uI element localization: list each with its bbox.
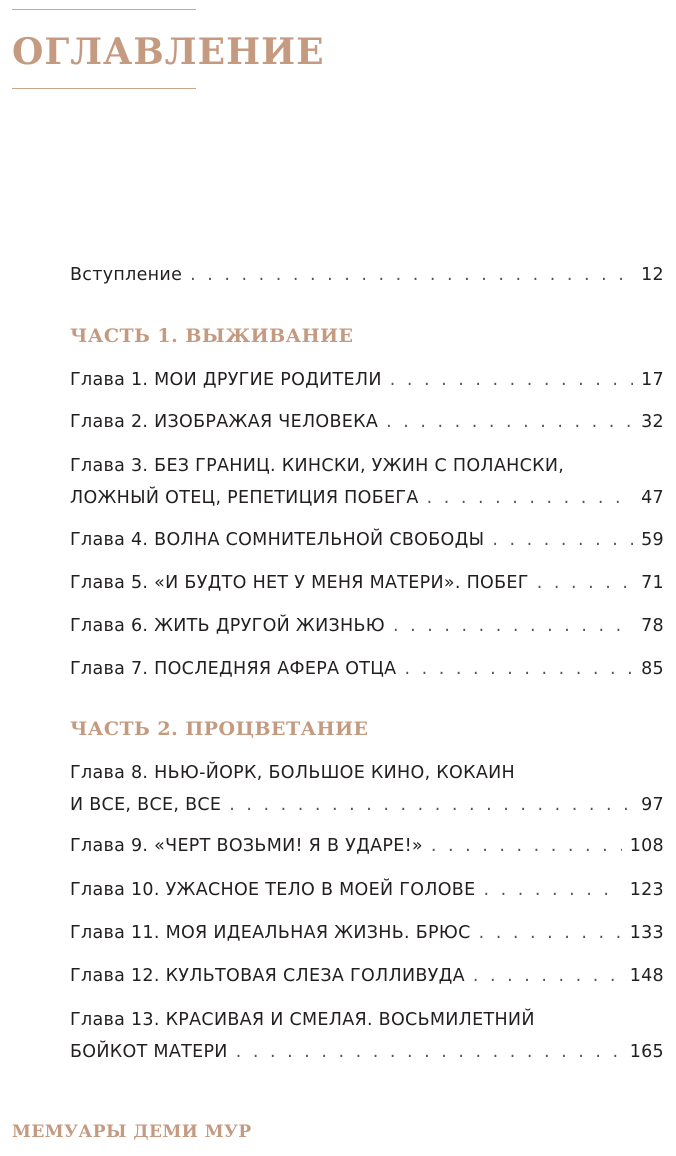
toc-entry-chapter-12[interactable]: [70, 960, 664, 992]
toc-entry-title: Глава 7. ПОСЛЕДНЯЯ АФЕРА ОТЦА: [70, 659, 397, 679]
toc-entry-chapter-10[interactable]: [70, 874, 664, 906]
toc-leader-dots: [236, 1036, 622, 1068]
toc-entry-chapter-6[interactable]: [70, 610, 664, 642]
toc-entry-title: Глава 12. КУЛЬТОВАЯ СЛЕЗА ГОЛЛИВУДА: [70, 966, 465, 986]
toc-page-number: 123: [629, 880, 664, 900]
toc-page-number: 148: [629, 966, 664, 986]
toc-entry-chapter-7[interactable]: [70, 653, 664, 685]
toc-entry-title: Глава 5. «И БУДТО НЕТ У МЕНЯ МАТЕРИ». ПОБЕГ: [70, 573, 529, 593]
toc-page-number: 97: [641, 795, 664, 815]
toc-leader-dots: [404, 653, 633, 685]
toc-entry-title: Глава 6. ЖИТЬ ДРУГОЙ ЖИЗНЬЮ: [70, 616, 385, 636]
toc-leader-dots: [393, 610, 633, 642]
header-rule-top: [12, 9, 196, 10]
toc-entry-title-line-2: БОЙКОТ МАТЕРИ: [70, 1042, 228, 1062]
toc-leader-dots: [537, 567, 633, 599]
toc-entry-chapter-11[interactable]: [70, 917, 664, 949]
toc-leader-dots: [190, 259, 633, 291]
header-rule-bottom: [12, 88, 196, 89]
toc-page-number: 71: [641, 573, 664, 593]
toc-entry-chapter-8[interactable]: [70, 757, 664, 821]
toc-entry-title: Глава 1. МОИ ДРУГИЕ РОДИТЕЛИ: [70, 370, 382, 390]
toc-page-number: 32: [641, 412, 664, 432]
toc-entry-title: Вступление: [70, 265, 183, 285]
toc-page-number: 78: [641, 616, 664, 636]
toc-entry-chapter-2[interactable]: [70, 406, 664, 438]
toc-entry-title: Глава 9. «ЧЕРТ ВОЗЬМИ! Я В УДАРЕ!»: [70, 836, 423, 856]
toc-leader-dots: [386, 406, 633, 438]
toc-leader-dots: [390, 364, 633, 396]
toc-leader-dots: [492, 524, 633, 556]
toc-entry-chapter-5[interactable]: [70, 567, 664, 599]
toc-page-number: 17: [641, 370, 664, 390]
toc-leader-dots: [427, 482, 634, 514]
toc-leader-dots: [479, 917, 622, 949]
toc-page-number: 85: [641, 659, 664, 679]
toc-entry-title: Глава 10. УЖАСНОЕ ТЕЛО В МОЕЙ ГОЛОВЕ: [70, 880, 476, 900]
page-title: ОГЛАВЛЕНИЕ: [12, 31, 325, 73]
toc-page-number: 59: [641, 530, 664, 550]
toc-entry-chapter-1[interactable]: [70, 364, 664, 396]
toc-entry-title-line-2: И ВСЕ, ВСЕ, ВСЕ: [70, 795, 222, 815]
toc-entry-title-line-1: Глава 3. БЕЗ ГРАНИЦ. КИНСКИ, УЖИН С ПОЛАНСКИ,: [70, 456, 565, 476]
toc-entry-title-line-1: Глава 8. НЬЮ-ЙОРК, БОЛЬШОЕ КИНО, КОКАИН: [70, 763, 515, 783]
toc-entry-chapter-4[interactable]: [70, 524, 664, 556]
toc-page-number: 108: [629, 836, 664, 856]
toc-entry-chapter-9[interactable]: [70, 830, 664, 862]
toc-page-number: 165: [629, 1042, 664, 1062]
toc-page-number: 133: [629, 923, 664, 943]
running-footer-title: МЕМУАРЫ ДЕМИ МУР: [12, 1122, 252, 1142]
toc-entry-title: Глава 11. МОЯ ИДЕАЛЬНАЯ ЖИЗНЬ. БРЮС: [70, 923, 471, 943]
part-1-heading: ЧАСТЬ 1. ВЫЖИВАНИЕ: [70, 325, 354, 347]
part-2-heading: ЧАСТЬ 2. ПРОЦВЕТАНИЕ: [70, 718, 369, 740]
toc-leader-dots: [431, 830, 622, 862]
toc-entry-chapter-3[interactable]: [70, 450, 664, 514]
toc-entry-title: Глава 2. ИЗОБРАЖАЯ ЧЕЛОВЕКА: [70, 412, 379, 432]
toc-entry-title-line-2: ЛОЖНЫЙ ОТЕЦ, РЕПЕТИЦИЯ ПОБЕГА: [70, 488, 419, 508]
toc-entry-intro[interactable]: [70, 259, 664, 291]
toc-entry-title: Глава 4. ВОЛНА СОМНИТЕЛЬНОЙ СВОБОДЫ: [70, 530, 485, 550]
toc-page-number: 47: [641, 488, 664, 508]
toc-entry-title-line-1: Глава 13. КРАСИВАЯ И СМЕЛАЯ. ВОСЬМИЛЕТНИЙ: [70, 1010, 535, 1030]
toc-leader-dots: [229, 789, 633, 821]
toc-entry-chapter-13[interactable]: [70, 1004, 664, 1068]
toc-leader-dots: [473, 960, 622, 992]
toc-leader-dots: [483, 874, 621, 906]
toc-page-number: 12: [641, 265, 664, 285]
